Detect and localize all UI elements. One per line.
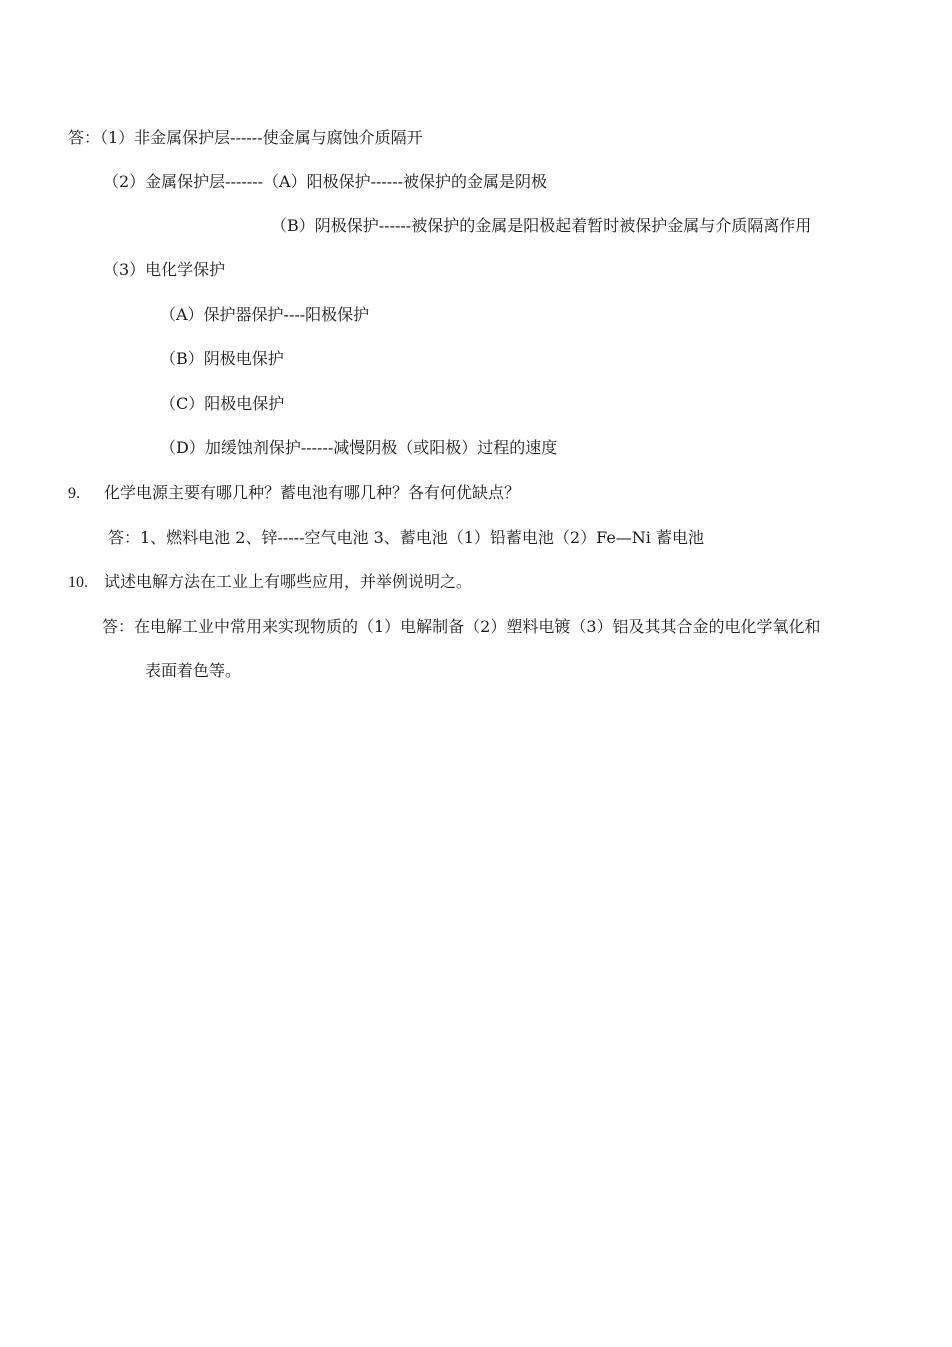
answer-8-line-1: 答：（1）非金属保护层------使金属与腐蚀介质隔开 (68, 128, 423, 147)
answer-8-line-3: （B）阴极保护------被保护的金属是阳极起着暂时被保护金属与介质隔离作用 (271, 216, 812, 235)
answer-10-line-2: 表面着色等。 (145, 661, 242, 680)
answer-8-line-7: （C）阳极电保护 (160, 394, 285, 413)
answer-8-line-6: （B）阴极电保护 (160, 349, 284, 368)
answer-8-line-2: （2）金属保护层-------（A）阳极保护------被保护的金属是阴极 (103, 172, 548, 191)
question-9-number: 9. (68, 485, 80, 502)
answer-9: 答：1、燃料电池 2、锌-----空气电池 3、蓄电池（1）铅蓄电池（2）Fe—Ni 蓄电池 (108, 528, 705, 547)
question-9 (68, 483, 520, 504)
answer-8-line-8: （D）加缓蚀剂保护------减慢阴极（或阳极）过程的速度 (160, 438, 558, 457)
question-9-text: 化学电源主要有哪几种？蓄电池有哪几种？各有何优缺点？ (104, 483, 521, 502)
answer-8-line-5: （A）保护器保护----阳极保护 (160, 305, 370, 324)
question-10-text: 试述电解方法在工业上有哪些应用，并举例说明之。 (104, 572, 473, 591)
answer-8-line-4: （3）电化学保护 (103, 260, 226, 279)
question-10 (68, 572, 472, 593)
question-10-number: 10. (68, 574, 88, 591)
answer-10-line-1: 答：在电解工业中常用来实现物质的（1）电解制备（2）塑料电镀（3）铝及其其合金的电化学氧化和 (102, 617, 821, 636)
